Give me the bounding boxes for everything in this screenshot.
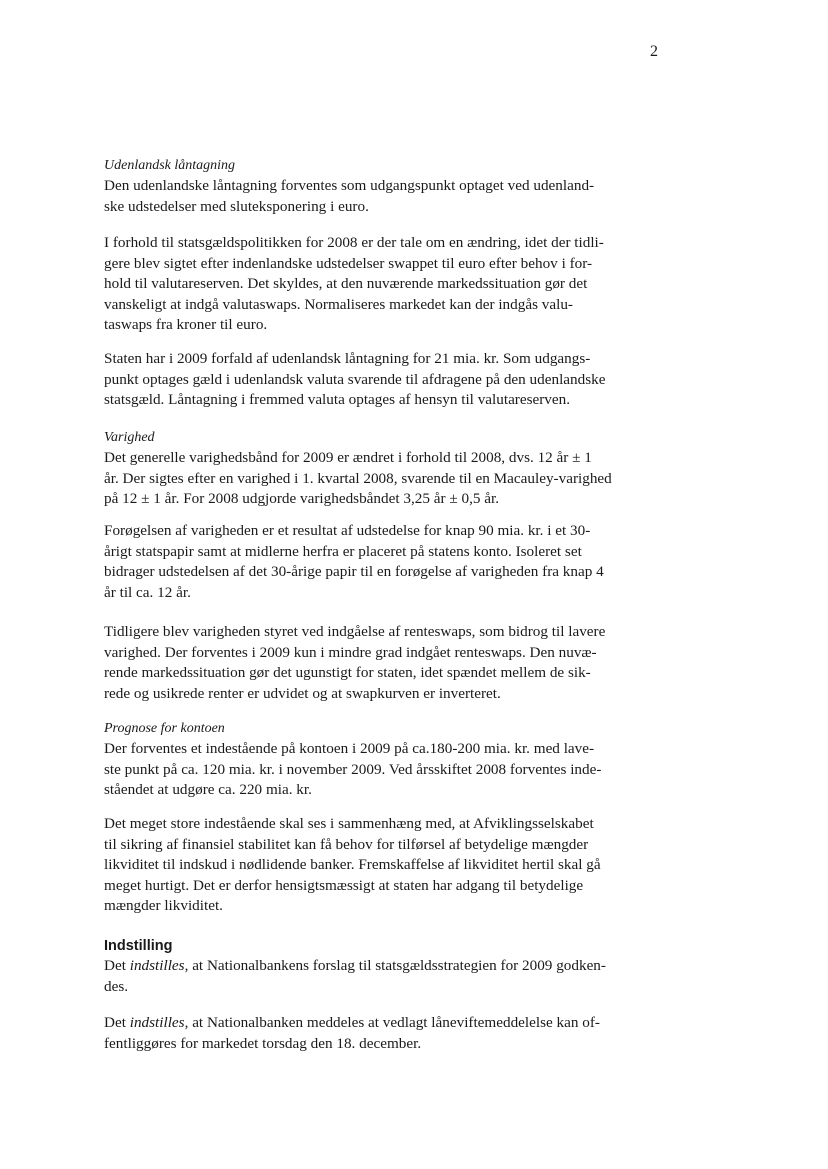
paragraph-line: år til ca. 12 år. [104, 583, 191, 601]
section-heading: Varighed [104, 430, 155, 445]
paragraph-line: rede og usikrede renter er udvidet og at swapkurven er inverteret. [104, 684, 501, 702]
paragraph-line: årigt statspapir samt at midlerne herfra er placeret på statens konto. Isoleret set [104, 542, 582, 560]
section-varighed [104, 428, 644, 510]
paragraph-line [104, 1013, 644, 1034]
section-heading: Prognose for kontoen [104, 721, 225, 736]
emphasis-text: indstilles [129, 1014, 185, 1031]
section-indstilling [104, 936, 644, 997]
paragraph-line: punkt optages gæld i udenlandsk valuta svarende til afdragene på den udenlandske [104, 370, 606, 388]
paragraph-laaneviftemeddelelse [104, 1013, 644, 1054]
paragraph-forfald [104, 349, 644, 411]
paragraph-line: rende markedssituation gør det ugunstigt for staten, idet spændet mellem de sik- [104, 664, 591, 681]
paragraph-line: I forhold til statsgældspolitikken for 2008 er der tale om en ændring, idet der tidli- [104, 234, 604, 251]
paragraph-line: fentliggøres for markedet torsdag den 18. december. [104, 1034, 422, 1052]
paragraph-line: Staten har i 2009 forfald af udenlandsk låntagning for 21 mia. kr. Som udgangs- [104, 350, 591, 367]
section-heading: Indstilling [104, 938, 173, 954]
section-udenlandsk-laantagning [104, 156, 644, 217]
paragraph-line: Tidligere blev varigheden styret ved indgåelse af renteswaps, som bidrog til lavere [104, 623, 606, 640]
paragraph-line: Forøgelsen af varigheden er et resultat af udstedelse for knap 90 mia. kr. i et 30- [104, 522, 591, 539]
paragraph-line: hold til valutareserven. Det skyldes, at den nuværende markedssituation gør det [104, 275, 588, 292]
paragraph-line: på 12 ± 1 år. For 2008 udgjorde varighedsbåndet 3,25 år ± 0,5 år. [104, 490, 500, 507]
paragraph-indestaaende [104, 814, 644, 917]
section-prognose-for-kontoen [104, 719, 644, 801]
paragraph-line: mængder likviditet. [104, 897, 223, 914]
text-run: , at Nationalbankens forslag til statsgældsstrategien for 2009 godken- [184, 957, 606, 974]
paragraph-line: des. [104, 977, 129, 995]
page-number: 2 [650, 43, 658, 60]
paragraph-line: ste punkt på ca. 120 mia. kr. i november 2009. Ved årsskiftet 2008 forventes inde- [104, 760, 602, 778]
emphasis-text: indstilles [129, 957, 185, 974]
paragraph-statsgaeldspolitik [104, 233, 644, 336]
paragraph-line: ske udstedelser med sluteksponering i euro. [104, 197, 369, 215]
paragraph-line: bidrager udstedelsen af det 30-årige papir til en forøgelse af varigheden fra knap 4 [104, 563, 604, 580]
paragraph-foroegelse [104, 521, 644, 603]
paragraph-line [104, 956, 644, 977]
paragraph-line: statsgæld. Låntagning i fremmed valuta optages af hensyn til valutareserven. [104, 391, 571, 408]
paragraph-renteswaps [104, 622, 644, 704]
paragraph-line: ståendet at udgøre ca. 220 mia. kr. [104, 781, 312, 798]
section-heading: Udenlandsk låntagning [104, 158, 236, 173]
paragraph-line: Det meget store indestående skal ses i sammenhæng med, at Afviklingsselskabet [104, 815, 594, 832]
paragraph-line: likviditet til indskud i nødlidende banker. Fremskaffelse af likviditet hertil skal gå [104, 856, 601, 873]
paragraph-line: Det generelle varighedsbånd for 2009 er ændret i forhold til 2008, dvs. 12 år ± 1 [104, 449, 592, 466]
text-run: Det [104, 957, 130, 974]
paragraph-line: år. Der sigtes efter en varighed i 1. kvartal 2008, svarende til en Macauley-varighed [104, 469, 612, 487]
paragraph-line: gere blev sigtet efter indenlandske udstedelser swappet til euro efter behov i for- [104, 254, 593, 272]
paragraph-line: varighed. Der forventes i 2009 kun i mindre grad indgået renteswaps. Den nuvæ- [104, 643, 597, 661]
paragraph-line: til sikring af finansiel stabilitet kan få behov for tilførsel af betydelige mængder [104, 835, 589, 853]
paragraph-line: meget hurtigt. Det er derfor hensigtsmæssigt at staten har adgang til betydelige [104, 876, 584, 894]
text-run: Det [104, 1014, 130, 1031]
text-run: , at Nationalbanken meddeles at vedlagt låneviftemeddelelse kan of- [184, 1014, 600, 1031]
paragraph-line: taswaps fra kroner til euro. [104, 316, 268, 333]
paragraph-line: vanskeligt at indgå valutaswaps. Normaliseres markedet kan der indgås valu- [104, 295, 573, 313]
paragraph-line: Der forventes et indestående på kontoen i 2009 på ca.180-200 mia. kr. med lave- [104, 740, 595, 757]
paragraph-line: Den udenlandske låntagning forventes som udgangspunkt optaget ved udenland- [104, 177, 595, 194]
